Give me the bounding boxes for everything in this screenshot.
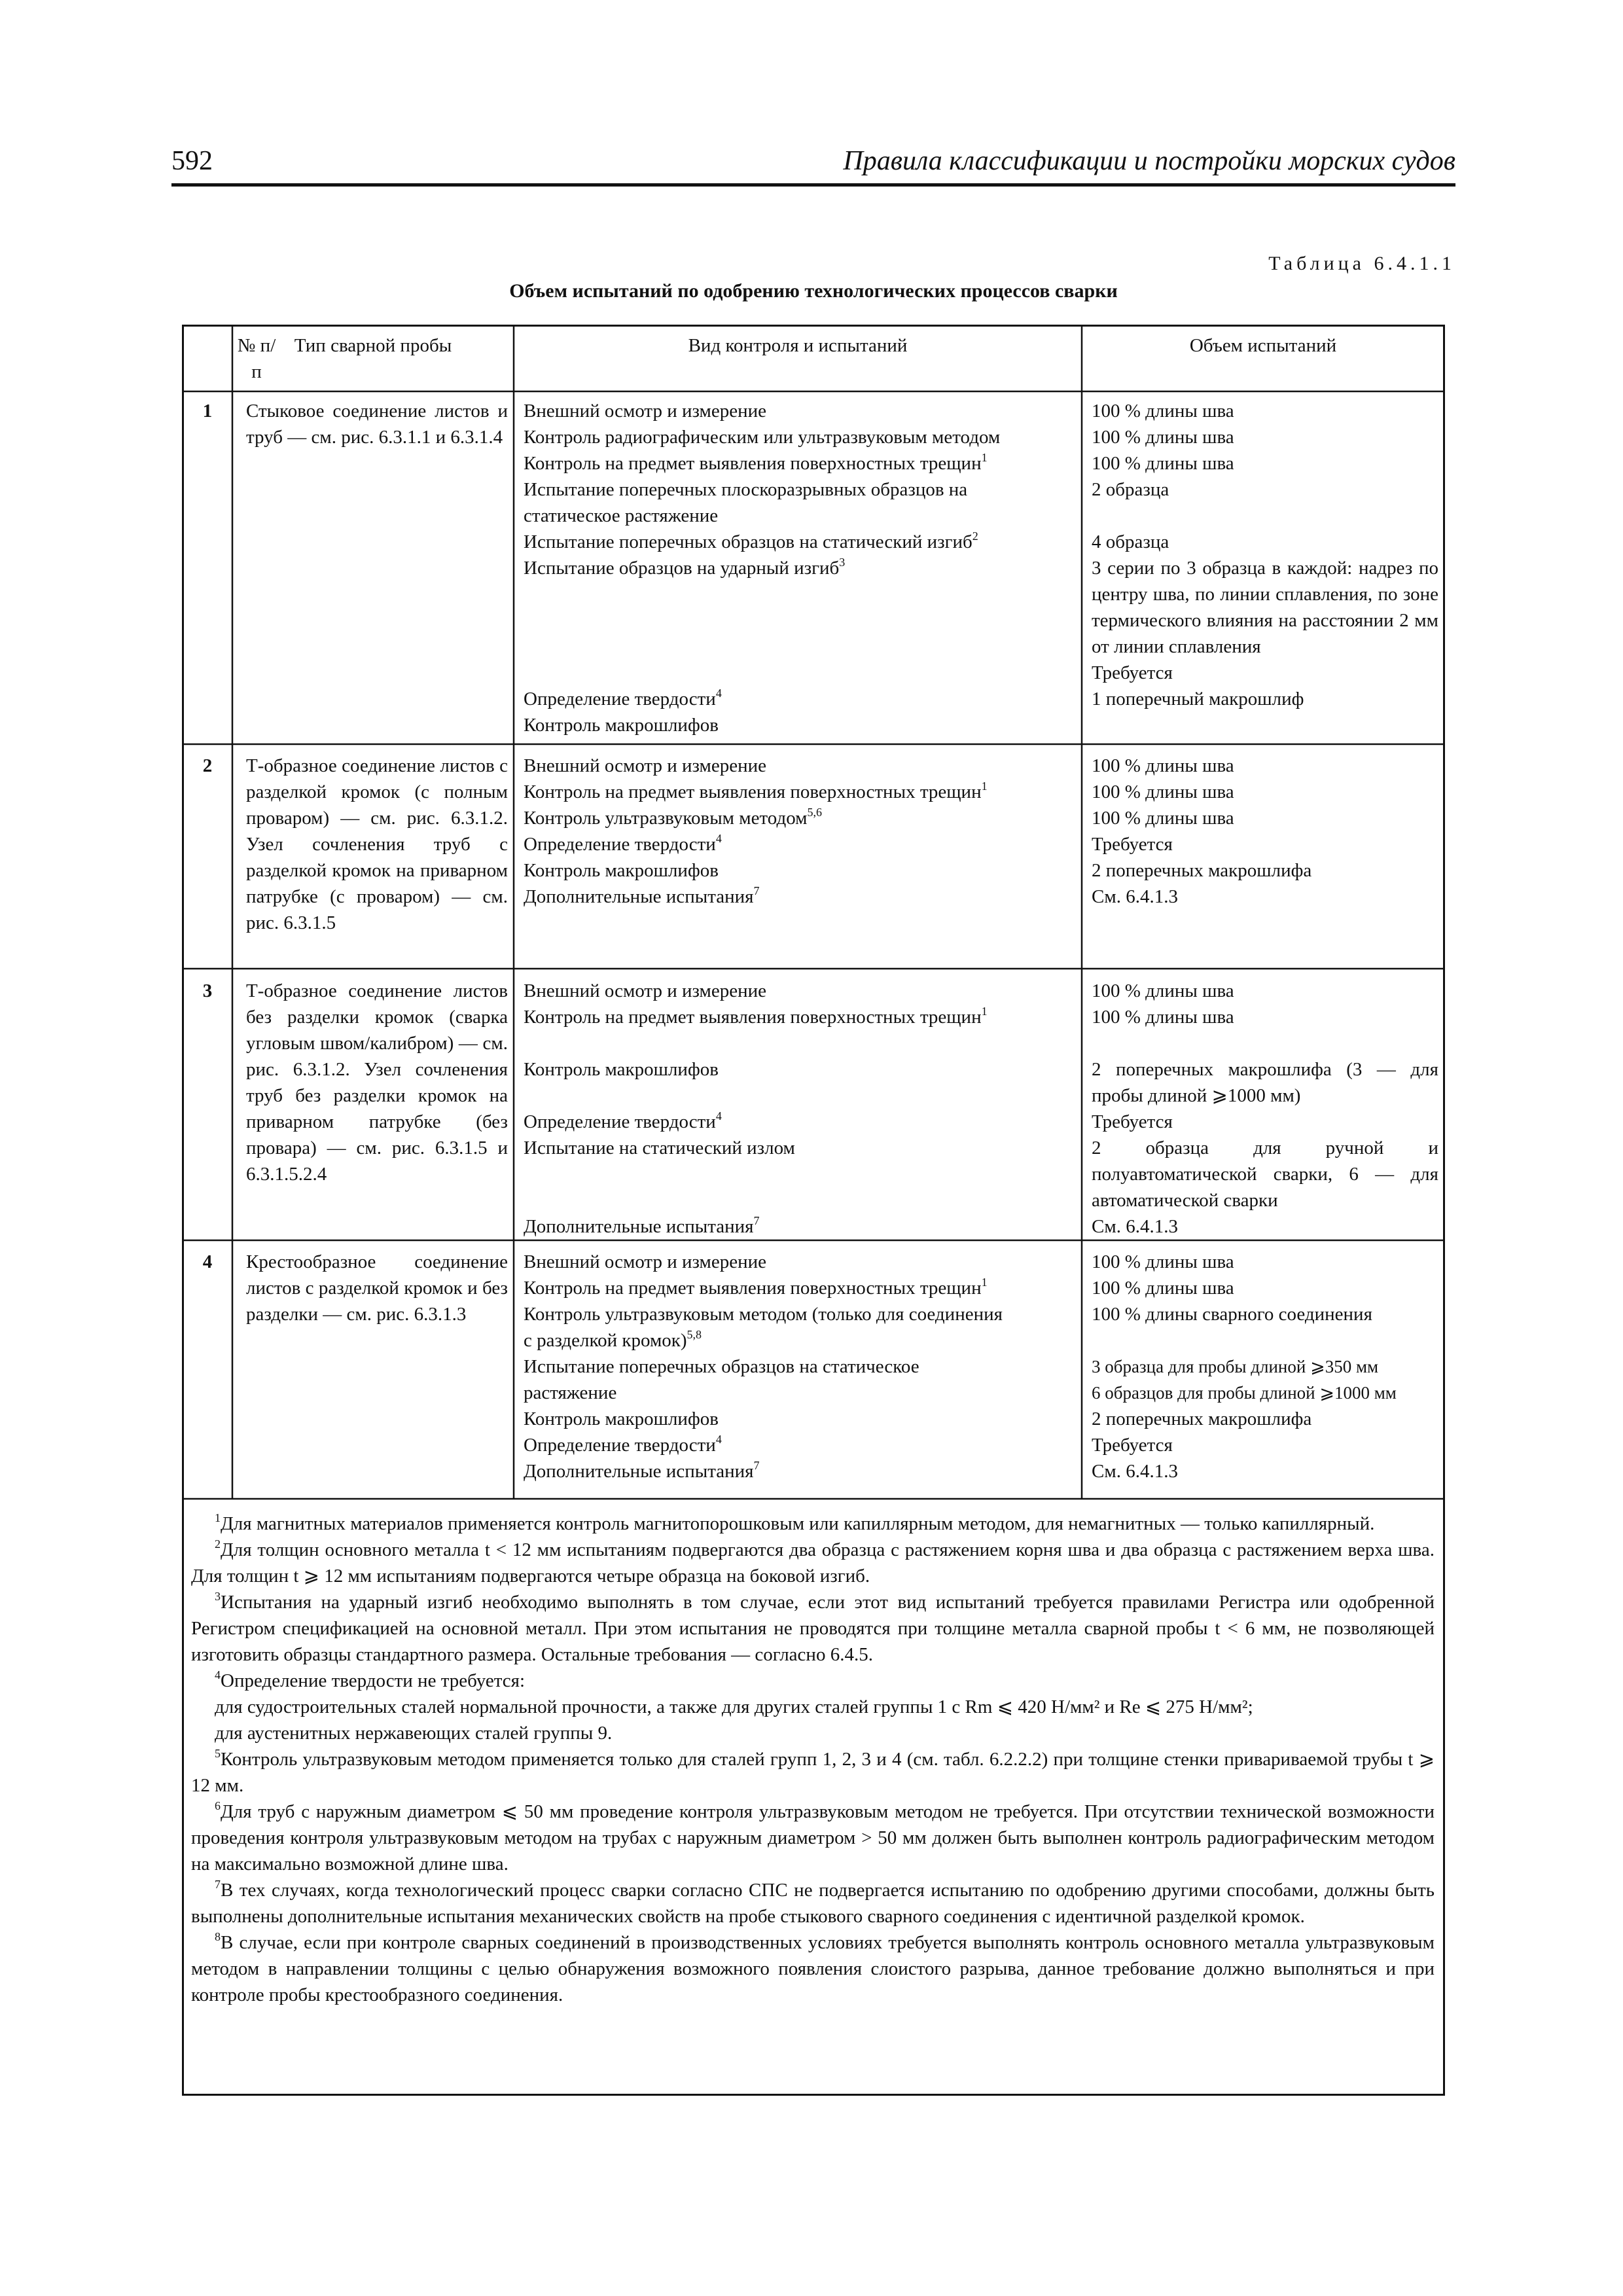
volume-item: 100 % длины шва	[1092, 1251, 1234, 1272]
control-item: Дополнительные испытания$^7$	[524, 1459, 760, 1482]
control-item: Испытание поперечных образцов на статический изгиб$^2$	[524, 529, 978, 552]
control-item: Контроль макрошлифов	[524, 860, 719, 881]
weld-sample-type: Т-образное соединение листов с разделкой кромок (с полным проваром) — см. рис. 6.3.1.2. Узел сочленения труб с разделкой кромок на приварном патрубке (с проваром) — см. рис. 6.3.1.5	[246, 755, 508, 933]
volume-item: 100 % длины шва	[1092, 980, 1234, 1001]
volume-item: 2 образца для ручной и полуавтоматической сварки, 6 — для автоматической сварки	[1092, 1138, 1438, 1211]
col-header-num: № п/п	[237, 335, 276, 382]
page-header	[171, 143, 1455, 187]
volume-item: 2 образца	[1092, 479, 1169, 500]
control-item: Испытание образцов на ударный изгиб$^3$	[524, 556, 846, 579]
page-number: 592	[171, 146, 213, 176]
control-item: Внешний осмотр и измерение	[524, 401, 767, 422]
table-title: Объем испытаний по одобрению технологических процессов сварки	[509, 280, 1118, 302]
control-list	[524, 978, 1077, 1240]
footnote-subitem: для судостроительных сталей нормальной прочности, а также для других сталей группы 1 с Rm ⩽ 420 Н/мм² и Re ⩽ 275 Н/мм²;	[215, 1696, 1253, 1717]
volume-item: 2 поперечных макрошлифа (3 — для пробы длиной ⩾1000 мм)	[1092, 1059, 1438, 1106]
footnote: $^3$Испытания на ударный изгиб необходимо выполнять в том случае, если этот вид испытаний требуется правилами Регистра или одобренной Регистром спецификацией на основной металл. При этом испытания не проводятся при толщине металла сварной пробы t < 6 мм, не позволяющей изготовить образцы стандартного размера. Остальные требования — согласно 6.4.5.	[191, 1590, 1435, 1665]
control-item: Контроль макрошлифов	[524, 1059, 719, 1080]
volume-item: См. 6.4.1.3	[1092, 1461, 1178, 1482]
volume-list	[1092, 753, 1438, 910]
volume-item: 6 образцов для пробы длиной ⩾1000 мм	[1092, 1383, 1397, 1403]
control-item: Контроль ультразвуковым методом$^{5,6}$	[524, 806, 823, 829]
control-list	[524, 1249, 1077, 1484]
control-item: Контроль на предмет выявления поверхностных трещин$^1$	[524, 451, 988, 474]
control-item: Контроль на предмет выявления поверхностных трещин$^1$	[524, 780, 988, 802]
volume-item: 100 % длины шва	[1092, 427, 1234, 448]
row-number: 1	[202, 401, 213, 422]
control-item: Определение твердости$^4$	[524, 832, 722, 855]
volume-item: 1 поперечный макрошлиф	[1092, 689, 1304, 709]
control-item: Контроль на предмет выявления поверхностных трещин$^1$	[524, 1005, 988, 1028]
control-item: Внешний осмотр и измерение	[524, 1251, 767, 1272]
footnotes	[191, 1511, 1435, 2008]
volume-item: 100 % длины шва	[1092, 1007, 1234, 1028]
control-item: Контроль ультразвуковым методом (только для соединения	[524, 1304, 1003, 1325]
volume-item: 100 % длины шва	[1092, 781, 1234, 802]
control-item: Контроль макрошлифов	[524, 1408, 719, 1429]
table-number: Таблица 6.4.1.1	[1268, 253, 1455, 274]
footnote: $^7$В тех случаях, когда технологический процесс сварки согласно СПС не подвергается испытанию по одобрению другими способами, должны быть выполнены дополнительные испытания механических свойств на пробе стыкового сварного соединения с идентичной разделкой кромок.	[191, 1878, 1435, 1927]
volume-list	[1092, 1249, 1438, 1484]
col-header-control: Вид контроля и испытаний	[688, 335, 908, 356]
control-item: Контроль радиографическим или ультразвуковым методом	[524, 427, 1001, 448]
control-item: Дополнительные испытания$^7$	[524, 884, 760, 907]
volume-item: 100 % длины шва	[1092, 1278, 1234, 1299]
col-header-type: Тип сварной пробы	[294, 335, 452, 356]
volume-item: См. 6.4.1.3	[1092, 1216, 1178, 1237]
weld-sample-type: Крестообразное соединение листов с разделкой кромок и без разделки — см. рис. 6.3.1.3	[246, 1251, 508, 1325]
control-item: Дополнительные испытания$^7$	[524, 1214, 760, 1237]
control-item: Определение твердости$^4$	[524, 1109, 722, 1132]
volume-item: 2 поперечных макрошлифа	[1092, 1408, 1312, 1429]
volume-item: 3 серии по 3 образца в каждой: надрез по центру шва, по линии сплавления, по зоне термического влияния на расстоянии 2 мм от линии сплавления	[1092, 558, 1438, 657]
volume-item: Требуется	[1092, 1435, 1173, 1456]
volume-item: 100 % длины сварного соединения	[1092, 1304, 1372, 1325]
weld-sample-type: Т-образное соединение листов без разделки кромок (сварка угловым швом/калибром) — см. рис. 6.3.1.2. Узел сочленения труб без разделки кромок на приварном патрубке (без провара) — см. рис. 6.3.1.5 и 6.3.1.5.2.4	[246, 980, 508, 1185]
control-item: Внешний осмотр и измерение	[524, 755, 767, 776]
volume-item: 3 образца для пробы длиной ⩾350 мм	[1092, 1357, 1379, 1376]
volume-item: 100 % длины шва	[1092, 755, 1234, 776]
row-number: 4	[202, 1251, 213, 1272]
volume-list	[1092, 398, 1438, 712]
volume-item: Требуется	[1092, 1111, 1173, 1132]
control-list	[524, 398, 1077, 738]
control-item: с разделкой кромок)$^{5,8}$	[524, 1328, 702, 1351]
control-item: Испытание поперечных плоскоразрывных образцов на	[524, 479, 968, 500]
control-item: Контроль на предмет выявления поверхностных трещин$^1$	[524, 1276, 988, 1299]
footnote-subitem: для аустенитных нержавеющих сталей группы 9.	[215, 1723, 613, 1744]
control-item: Определение твердости$^4$	[524, 687, 722, 709]
footnote: $^2$Для толщин основного металла t < 12 мм испытаниям подвергаются два образца с растяжением корня шва и два образца с растяжением верха шва. Для толщин t ⩾ 12 мм испытаниям подвергаются четыре образца на боковой изгиб.	[191, 1537, 1435, 1587]
volume-item: 4 образца	[1092, 531, 1169, 552]
control-item: Испытание на статический излом	[524, 1138, 795, 1158]
volume-item: 2 поперечных макрошлифа	[1092, 860, 1312, 881]
control-item: Контроль макрошлифов	[524, 715, 719, 736]
volume-item: 100 % длины шва	[1092, 453, 1234, 474]
control-item: Испытание поперечных образцов на статическое	[524, 1356, 919, 1377]
volume-item: См. 6.4.1.3	[1092, 886, 1178, 907]
footnote: $^4$Определение твердости не требуется:	[215, 1668, 526, 1691]
footnote: $^8$В случае, если при контроле сварных соединений в производственных условиях требуется выполнять контроль основного металла ультразвуковым методом в направлении толщины с целью обнаружения возможного появления слоистого разрыва, данное требование должно выполняться и при контроле пробы крестообразного соединения.	[191, 1930, 1435, 2005]
volume-item: 100 % длины шва	[1092, 401, 1234, 422]
volume-item: Требуется	[1092, 662, 1173, 683]
running-title: Правила классификации и постройки морских судов	[843, 146, 1455, 176]
row-number: 2	[202, 755, 213, 776]
volume-item: 100 % длины шва	[1092, 808, 1234, 829]
footnote: $^5$Контроль ультразвуковым методом применяется только для сталей групп 1, 2, 3 и 4 (см. табл. 6.2.2.2) при толщине стенки привариваемой трубы t ⩾ 12 мм.	[191, 1747, 1435, 1796]
control-list	[524, 753, 1077, 910]
control-item: Внешний осмотр и измерение	[524, 980, 767, 1001]
control-item: растяжение	[524, 1382, 617, 1403]
row-number: 3	[202, 980, 213, 1001]
control-item: статическое растяжение	[524, 505, 719, 526]
volume-item: Требуется	[1092, 834, 1173, 855]
footnote: $^1$Для магнитных материалов применяется контроль магнитопорошковым или капиллярным методом, для немагнитных — только капиллярный.	[215, 1511, 1375, 1534]
col-header-volume: Объем испытаний	[1189, 335, 1337, 356]
footnote: $^6$Для труб с наружным диаметром ⩽ 50 мм проведение контроля ультразвуковым методом не требуется. При отсутствии технической возможности проведения контроля ультразвуковым методом на трубах с наружным диаметром > 50 мм должен быть выполнен контроль радиографическим методом на максимально возможной длине шва.	[191, 1799, 1435, 1874]
volume-list	[1092, 978, 1438, 1240]
weld-sample-type: Стыковое соединение листов и труб — см. рис. 6.3.1.1 и 6.3.1.4	[246, 401, 508, 448]
control-item: Определение твердости$^4$	[524, 1433, 722, 1456]
